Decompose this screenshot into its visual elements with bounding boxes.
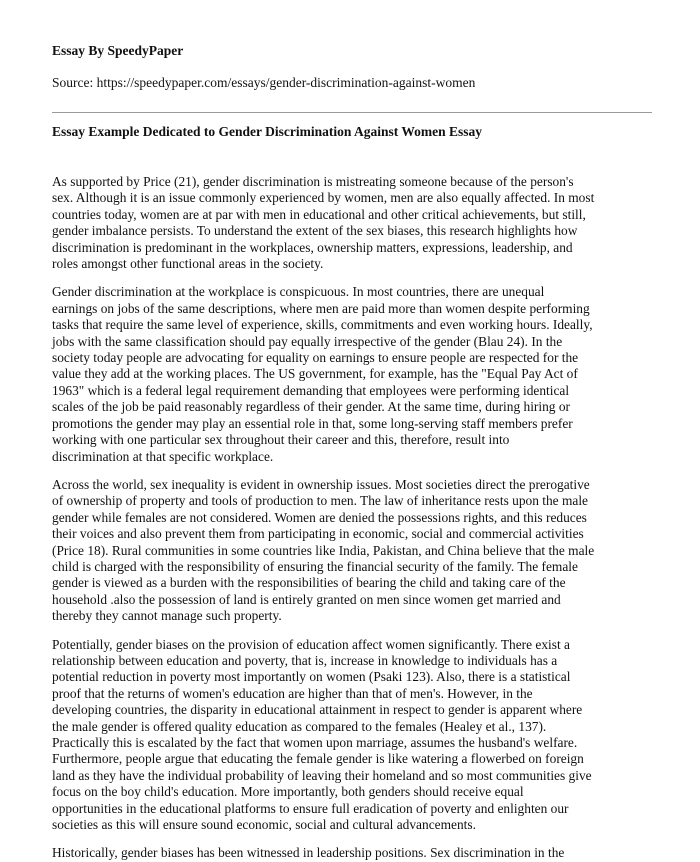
text-line: Potentially, gender biases on the provision of education affect women significantly. There exist a — [52, 636, 570, 652]
text-line: gender is viewed as a burden with the responsibilities of bearing the child and taking care of the — [52, 575, 566, 591]
text-line: working with one particular sex throughout their career and this, therefore, result into — [52, 432, 510, 448]
text-line: Furthermore, people argue that educating the female gender is like watering a flowerbed on foreign — [52, 751, 584, 767]
text-line: Historically, gender biases has been witnessed in leadership positions. Sex discrimination in the — [52, 845, 565, 861]
text-line: Gender discrimination at the workplace is conspicuous. In most countries, there are unequal — [52, 284, 545, 300]
paragraph-1 — [52, 174, 638, 272]
text-line: 1963" which is a federal legal requirement demanding that employees were performing identical — [52, 382, 570, 398]
text-line: promotions the gender may play an essential role in that, some long-serving staff members prefer — [52, 415, 573, 431]
text-line: scales of the job be paid reasonably regardless of their gender. At the same time, during hiring or — [52, 399, 570, 415]
paragraph-4 — [52, 637, 638, 834]
essay-body — [52, 174, 638, 862]
paragraph-2 — [52, 284, 638, 464]
text-line: (Price 18). Rural communities in some countries like India, Pakistan, and China believe that the male — [52, 542, 595, 558]
text-line: discrimination is predominant in the workplaces, ownership matters, expressions, leadership, and — [52, 239, 573, 255]
text-line: thereby they cannot manage such property. — [52, 608, 282, 624]
paragraph-5 — [52, 845, 638, 861]
text-line: Practically this is escalated by the fact that women upon marriage, assumes the husband's welfare. — [52, 735, 578, 750]
source-line: Source: https://speedypaper.com/essays/gender-discrimination-against-women — [52, 75, 476, 90]
text-line: proof that the returns of women's education are higher than that of men's. However, in the — [52, 685, 533, 701]
essay-title: Essay Example Dedicated to Gender Discrimination Against Women Essay — [52, 124, 483, 139]
text-line: discrimination at that specific workplace. — [52, 448, 274, 464]
text-line: their voices and also prevent them from participating in economic, social and commercial activities — [52, 526, 584, 542]
text-line: societies as this will ensure sound economic, social and cultural advancements. — [52, 817, 476, 833]
text-line: relationship between education and poverty, that is, increase in knowledge to individuals has a — [52, 652, 558, 668]
text-line: jobs with the same classification should pay equally irrespective of the gender (Blau 24). In the — [52, 333, 563, 349]
document-header-title: Essay By SpeedyPaper — [52, 43, 184, 58]
text-line: society today people are advocating for equality on earnings to ensure people are respected for the — [52, 350, 579, 366]
text-line: potential reduction in poverty most importantly on women (Psaki 123). Also, there is a statistical — [52, 669, 571, 685]
text-line: household .also the possession of land is entirely granted on men since women get married and — [52, 591, 561, 607]
text-line: the male gender is offered quality education as compared to the females (Healey et al., 137). — [52, 718, 547, 734]
text-line: of ownership of property and tools of production to men. The law of inheritance rests upon the male — [52, 493, 588, 509]
text-line: gender imbalance persists. To understand the extent of the sex biases, this research highlights how — [52, 223, 578, 239]
text-line: earnings on jobs of the same descriptions, where men are paid more than women despite performing — [52, 300, 590, 316]
paragraph-3 — [52, 477, 638, 625]
text-line: developing countries, the disparity in educational attainment in respect to gender is apparent where — [52, 702, 583, 718]
text-line: As supported by Price (21), gender discrimination is mistreating someone because of the person's — [52, 174, 574, 189]
text-line: land as they have the individual probability of leaving their homeland and so most communities give — [52, 767, 592, 783]
text-line: Across the world, sex inequality is evident in ownership issues. Most societies direct the prerogative — [52, 476, 590, 492]
text-line: opportunities in the educational platforms to ensure full eradication of poverty and enlighten our — [52, 800, 569, 816]
text-line: tasks that require the same level of experience, skills, commitments and even working hours. Ideally, — [52, 317, 593, 333]
text-line: sex. Although it is an issue commonly experienced by women, men are also equally affected. In most — [52, 190, 595, 206]
text-line: focus on the boy child's education. More importantly, both genders should receive equal — [52, 784, 524, 800]
text-line: child is charged with the responsibility of ensuring the financial security of the family. The female — [52, 558, 578, 574]
text-line: value they add at the working places. The US government, for example, has the "Equal Pay Act of — [52, 366, 578, 382]
text-line: gender while females are not considered. Women are denied the possessions rights, and this reduces — [52, 509, 587, 525]
header-divider — [52, 112, 652, 113]
text-line: countries today, women are at par with men in educational and other critical achievements, but still, — [52, 206, 586, 222]
text-line: roles amongst other functional areas in the society. — [52, 256, 324, 272]
